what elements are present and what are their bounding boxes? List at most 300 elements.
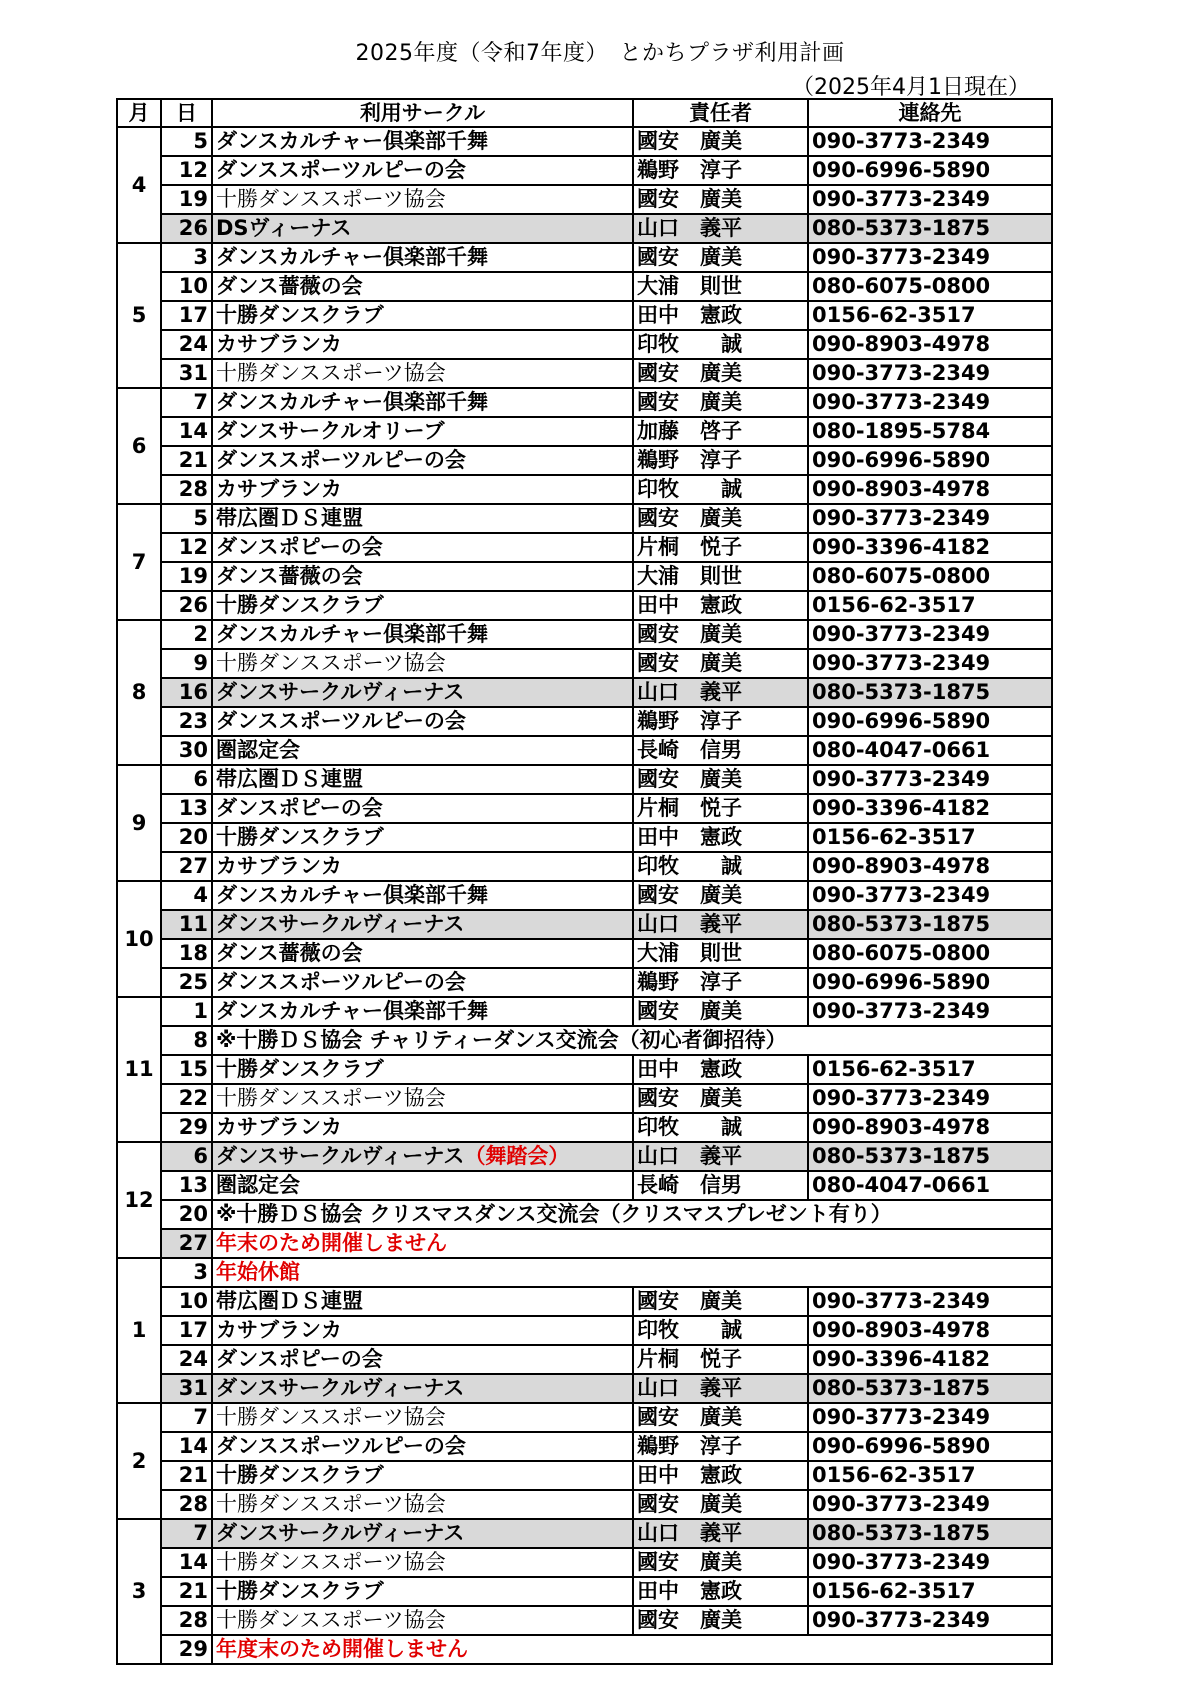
table-row [117,330,1052,359]
person-cell: 田中 憲政 [633,1461,808,1490]
circle-name: 十勝ダンスクラブ [216,1579,384,1603]
circle-name: 帯広圏ＤＳ連盟 [216,1289,363,1313]
contact-cell: 080-5373-1875 [808,1142,1052,1171]
contact-cell: 090-6996-5890 [808,968,1052,997]
person-cell: 印牧 誠 [633,1113,808,1142]
table-row [117,127,1052,156]
circle-name: 十勝ダンススポーツ協会 [216,1550,446,1574]
circle-cell [212,968,633,997]
contact-cell: 090-3773-2349 [808,620,1052,649]
circle-name: カサブランカ [216,332,342,356]
table-row [117,1519,1052,1548]
circle-name: ダンスサークルヴィーナス [216,680,465,704]
day-cell: 28 [161,1490,212,1519]
table-row [117,823,1052,852]
person-cell: 國安 廣美 [633,1548,808,1577]
circle-name: DSヴィーナス [216,216,352,240]
person-cell: 國安 廣美 [633,765,808,794]
contact-cell: 0156-62-3517 [808,1055,1052,1084]
circle-name: 十勝ダンススポーツ協会 [216,361,446,385]
contact-cell: 090-3773-2349 [808,881,1052,910]
circle-name: ダンスサークルヴィーナス [216,1376,465,1400]
header-day: 日 [161,99,212,127]
table-row [117,794,1052,823]
table-row [117,1374,1052,1403]
person-cell: 國安 廣美 [633,1606,808,1635]
circle-cell [212,591,633,620]
table-row [117,765,1052,794]
day-cell: 24 [161,1345,212,1374]
event-note: ※十勝ＤＳ協会 クリスマスダンス交流会（クリスマスプレゼント有り） [212,1200,1052,1229]
person-cell: 田中 憲政 [633,301,808,330]
circle-name: ダンスポピーの会 [216,796,383,820]
table-row [117,156,1052,185]
table-row [117,968,1052,997]
circle-name: ダンスポピーの会 [216,1347,383,1371]
circle-name: ダンススポーツルピーの会 [216,1434,466,1458]
person-cell: 長崎 信男 [633,736,808,765]
circle-cell [212,1606,633,1635]
person-cell: 鵜野 淳子 [633,1432,808,1461]
circle-cell [212,446,633,475]
contact-cell: 0156-62-3517 [808,823,1052,852]
circle-cell [212,243,633,272]
day-cell: 28 [161,1606,212,1635]
circle-cell [212,1055,633,1084]
table-row [117,1403,1052,1432]
circle-cell [212,562,633,591]
table-row [117,446,1052,475]
day-cell: 18 [161,939,212,968]
day-cell: 10 [161,272,212,301]
person-cell: 國安 廣美 [633,1490,808,1519]
header-contact: 連絡先 [808,99,1052,127]
closure-note: 年末のため開催しません [212,1229,1052,1258]
person-cell: 印牧 誠 [633,852,808,881]
table-row [117,1316,1052,1345]
contact-cell: 090-6996-5890 [808,156,1052,185]
table-row [117,881,1052,910]
person-cell: 山口 義平 [633,678,808,707]
table-row [117,1229,1052,1258]
person-cell: 山口 義平 [633,214,808,243]
contact-cell: 090-8903-4978 [808,330,1052,359]
day-cell: 26 [161,214,212,243]
person-cell: 大浦 則世 [633,272,808,301]
table-row [117,620,1052,649]
circle-cell [212,1287,633,1316]
day-cell: 1 [161,997,212,1026]
month-cell: 5 [117,243,161,388]
contact-cell: 080-5373-1875 [808,1519,1052,1548]
circle-cell [212,881,633,910]
circle-name: 十勝ダンススポーツ協会 [216,1492,446,1516]
contact-cell: 090-3773-2349 [808,1287,1052,1316]
table-row [117,1287,1052,1316]
person-cell: 山口 義平 [633,1374,808,1403]
month-cell: 10 [117,881,161,997]
circle-cell [212,1171,633,1200]
person-cell: 田中 憲政 [633,1577,808,1606]
circle-name: ダンス薔薇の会 [216,941,363,965]
contact-cell: 080-6075-0800 [808,939,1052,968]
circle-name: ダンスサークルヴィーナス [216,1144,465,1168]
circle-name: ダンスサークルヴィーナス [216,1521,465,1545]
day-cell: 21 [161,446,212,475]
table-row [117,1548,1052,1577]
circle-cell [212,330,633,359]
table-row [117,1084,1052,1113]
contact-cell: 080-5373-1875 [808,1374,1052,1403]
contact-cell: 090-3773-2349 [808,388,1052,417]
event-note: ※十勝ＤＳ協会 チャリティーダンス交流会（初心者御招待） [212,1026,1052,1055]
table-row [117,272,1052,301]
table-row [117,1606,1052,1635]
circle-cell [212,1374,633,1403]
table-row [117,1345,1052,1374]
table-row [117,1113,1052,1142]
circle-name: ダンスカルチャー倶楽部千舞 [216,129,488,153]
contact-cell: 080-4047-0661 [808,736,1052,765]
circle-cell [212,156,633,185]
table-row [117,707,1052,736]
day-cell: 26 [161,591,212,620]
person-cell: 國安 廣美 [633,185,808,214]
day-cell: 7 [161,388,212,417]
circle-cell [212,997,633,1026]
person-cell: 國安 廣美 [633,243,808,272]
day-cell: 27 [161,1229,212,1258]
person-cell: 片桐 悦子 [633,794,808,823]
circle-cell [212,678,633,707]
circle-event-label: （舞踏会） [464,1144,570,1168]
day-cell: 14 [161,417,212,446]
contact-cell: 080-1895-5784 [808,417,1052,446]
circle-cell [212,359,633,388]
header-circle: 利用サークル [212,99,633,127]
circle-name: 十勝ダンスクラブ [216,593,384,617]
day-cell: 15 [161,1055,212,1084]
contact-cell: 090-8903-4978 [808,852,1052,881]
contact-cell: 0156-62-3517 [808,1461,1052,1490]
day-cell: 27 [161,852,212,881]
contact-cell: 090-6996-5890 [808,707,1052,736]
circle-cell [212,1461,633,1490]
circle-name: カサブランカ [216,854,342,878]
person-cell: 山口 義平 [633,1519,808,1548]
table-row [117,678,1052,707]
person-cell: 鵜野 淳子 [633,156,808,185]
day-cell: 14 [161,1548,212,1577]
schedule-table [116,98,1053,1665]
contact-cell: 090-3396-4182 [808,533,1052,562]
circle-cell [212,765,633,794]
circle-cell [212,1345,633,1374]
day-cell: 24 [161,330,212,359]
circle-name: カサブランカ [216,1115,342,1139]
person-cell: 國安 廣美 [633,388,808,417]
person-cell: 國安 廣美 [633,1287,808,1316]
contact-cell: 090-8903-4978 [808,1113,1052,1142]
month-cell: 6 [117,388,161,504]
table-row [117,910,1052,939]
table-row [117,1171,1052,1200]
month-cell: 11 [117,997,161,1142]
contact-cell: 080-5373-1875 [808,678,1052,707]
circle-cell [212,794,633,823]
circle-cell [212,504,633,533]
contact-cell: 090-8903-4978 [808,475,1052,504]
day-cell: 20 [161,823,212,852]
day-cell: 7 [161,1403,212,1432]
person-cell: 田中 憲政 [633,1055,808,1084]
circle-cell [212,1519,633,1548]
contact-cell: 0156-62-3517 [808,301,1052,330]
person-cell: 長崎 信男 [633,1171,808,1200]
day-cell: 7 [161,1519,212,1548]
circle-cell [212,214,633,243]
table-row [117,301,1052,330]
circle-cell [212,736,633,765]
person-cell: 國安 廣美 [633,620,808,649]
circle-name: ダンススポーツルピーの会 [216,709,466,733]
month-cell: 9 [117,765,161,881]
day-cell: 13 [161,1171,212,1200]
contact-cell: 080-4047-0661 [808,1171,1052,1200]
contact-cell: 090-6996-5890 [808,1432,1052,1461]
day-cell: 17 [161,1316,212,1345]
day-cell: 25 [161,968,212,997]
table-row [117,1142,1052,1171]
day-cell: 13 [161,794,212,823]
month-cell: 3 [117,1519,161,1664]
circle-cell [212,707,633,736]
day-cell: 2 [161,620,212,649]
circle-name: 十勝ダンスクラブ [216,1057,384,1081]
person-cell: 山口 義平 [633,1142,808,1171]
contact-cell: 090-3773-2349 [808,1084,1052,1113]
table-row [117,214,1052,243]
person-cell: 片桐 悦子 [633,1345,808,1374]
contact-cell: 080-5373-1875 [808,910,1052,939]
circle-cell [212,649,633,678]
circle-name: ダンスカルチャー倶楽部千舞 [216,622,488,646]
day-cell: 12 [161,156,212,185]
circle-cell [212,1084,633,1113]
contact-cell: 0156-62-3517 [808,1577,1052,1606]
table-row [117,1055,1052,1084]
table-row [117,736,1052,765]
circle-name: カサブランカ [216,477,342,501]
day-cell: 19 [161,185,212,214]
month-cell: 8 [117,620,161,765]
contact-cell: 090-3773-2349 [808,1490,1052,1519]
contact-cell: 090-3773-2349 [808,185,1052,214]
day-cell: 23 [161,707,212,736]
contact-cell: 090-3773-2349 [808,127,1052,156]
contact-cell: 080-5373-1875 [808,214,1052,243]
circle-cell [212,1316,633,1345]
table-row [117,359,1052,388]
table-row [117,562,1052,591]
circle-name: ダンススポーツルピーの会 [216,158,466,182]
table-row [117,1258,1052,1287]
contact-cell: 090-3773-2349 [808,243,1052,272]
person-cell: 山口 義平 [633,910,808,939]
circle-name: 十勝ダンススポーツ協会 [216,651,446,675]
person-cell: 國安 廣美 [633,881,808,910]
circle-cell [212,1490,633,1519]
circle-name: 十勝ダンススポーツ協会 [216,187,446,211]
circle-name: 十勝ダンススポーツ協会 [216,1405,446,1429]
contact-cell: 090-3773-2349 [808,1548,1052,1577]
person-cell: 印牧 誠 [633,1316,808,1345]
circle-name: 十勝ダンスクラブ [216,825,384,849]
circle-name: 十勝ダンスクラブ [216,303,384,327]
day-cell: 31 [161,1374,212,1403]
table-row [117,1577,1052,1606]
circle-name: ダンスカルチャー倶楽部千舞 [216,999,488,1023]
circle-cell [212,910,633,939]
month-cell: 12 [117,1142,161,1258]
circle-cell [212,533,633,562]
closure-note: 年始休館 [212,1258,1052,1287]
person-cell: 國安 廣美 [633,997,808,1026]
day-cell: 9 [161,649,212,678]
table-row [117,649,1052,678]
circle-cell [212,1113,633,1142]
table-row [117,417,1052,446]
contact-cell: 090-3773-2349 [808,1606,1052,1635]
circle-name: ダンスカルチャー倶楽部千舞 [216,245,488,269]
circle-cell [212,939,633,968]
contact-cell: 090-3773-2349 [808,997,1052,1026]
month-cell: 4 [117,127,161,243]
day-cell: 8 [161,1026,212,1055]
day-cell: 22 [161,1084,212,1113]
contact-cell: 090-3773-2349 [808,649,1052,678]
circle-name: ダンスサークルオリーブ [216,419,445,443]
circle-name: ダンスポピーの会 [216,535,383,559]
person-cell: 大浦 則世 [633,562,808,591]
table-row [117,1026,1052,1055]
day-cell: 14 [161,1432,212,1461]
month-cell: 7 [117,504,161,620]
contact-cell: 090-3773-2349 [808,504,1052,533]
table-row [117,939,1052,968]
table-row [117,1635,1052,1664]
circle-name: 圏認定会 [216,738,300,762]
table-row [117,504,1052,533]
circle-name: カサブランカ [216,1318,342,1342]
contact-cell: 090-3396-4182 [808,794,1052,823]
table-row [117,533,1052,562]
day-cell: 29 [161,1635,212,1664]
person-cell: 國安 廣美 [633,1084,808,1113]
person-cell: 田中 憲政 [633,591,808,620]
day-cell: 30 [161,736,212,765]
circle-cell [212,1142,633,1171]
person-cell: 國安 廣美 [633,504,808,533]
table-row [117,243,1052,272]
circle-cell [212,852,633,881]
person-cell: 田中 憲政 [633,823,808,852]
day-cell: 11 [161,910,212,939]
contact-cell: 090-8903-4978 [808,1316,1052,1345]
header-month: 月 [117,99,161,127]
day-cell: 12 [161,533,212,562]
circle-cell [212,823,633,852]
day-cell: 5 [161,504,212,533]
circle-cell [212,620,633,649]
day-cell: 16 [161,678,212,707]
circle-name: 圏認定会 [216,1173,300,1197]
day-cell: 29 [161,1113,212,1142]
circle-name: ダンスカルチャー倶楽部千舞 [216,883,488,907]
day-cell: 4 [161,881,212,910]
day-cell: 6 [161,765,212,794]
circle-cell [212,272,633,301]
table-row [117,1461,1052,1490]
header-person: 責任者 [633,99,808,127]
table-row [117,475,1052,504]
table-row [117,1490,1052,1519]
day-cell: 3 [161,1258,212,1287]
contact-cell: 080-6075-0800 [808,272,1052,301]
circle-cell [212,185,633,214]
circle-name: 十勝ダンススポーツ協会 [216,1608,446,1632]
circle-name: ダンススポーツルピーの会 [216,970,466,994]
person-cell: 印牧 誠 [633,475,808,504]
person-cell: 印牧 誠 [633,330,808,359]
circle-name: ダンスカルチャー倶楽部千舞 [216,390,488,414]
contact-cell: 090-3396-4182 [808,1345,1052,1374]
day-cell: 6 [161,1142,212,1171]
table-row [117,997,1052,1026]
circle-cell [212,1403,633,1432]
person-cell: 國安 廣美 [633,359,808,388]
contact-cell: 090-3773-2349 [808,1403,1052,1432]
table-row [117,388,1052,417]
page-title: 2025年度（令和7年度） とかちプラザ利用計画 [355,41,845,66]
day-cell: 21 [161,1461,212,1490]
circle-name: 帯広圏ＤＳ連盟 [216,506,363,530]
day-cell: 3 [161,243,212,272]
circle-name: 十勝ダンスクラブ [216,1463,384,1487]
circle-cell [212,1577,633,1606]
person-cell: 國安 廣美 [633,127,808,156]
table-row [117,1432,1052,1461]
circle-name: ダンスサークルヴィーナス [216,912,465,936]
circle-cell [212,475,633,504]
person-cell: 鵜野 淳子 [633,446,808,475]
person-cell: 國安 廣美 [633,1403,808,1432]
circle-cell [212,388,633,417]
table-row [117,1200,1052,1229]
day-cell: 19 [161,562,212,591]
circle-cell [212,1432,633,1461]
contact-cell: 0156-62-3517 [808,591,1052,620]
day-cell: 20 [161,1200,212,1229]
table-row [117,591,1052,620]
circle-cell [212,301,633,330]
day-cell: 28 [161,475,212,504]
table-row [117,185,1052,214]
contact-cell: 080-6075-0800 [808,562,1052,591]
day-cell: 21 [161,1577,212,1606]
person-cell: 鵜野 淳子 [633,968,808,997]
table-header-row [117,99,1052,127]
